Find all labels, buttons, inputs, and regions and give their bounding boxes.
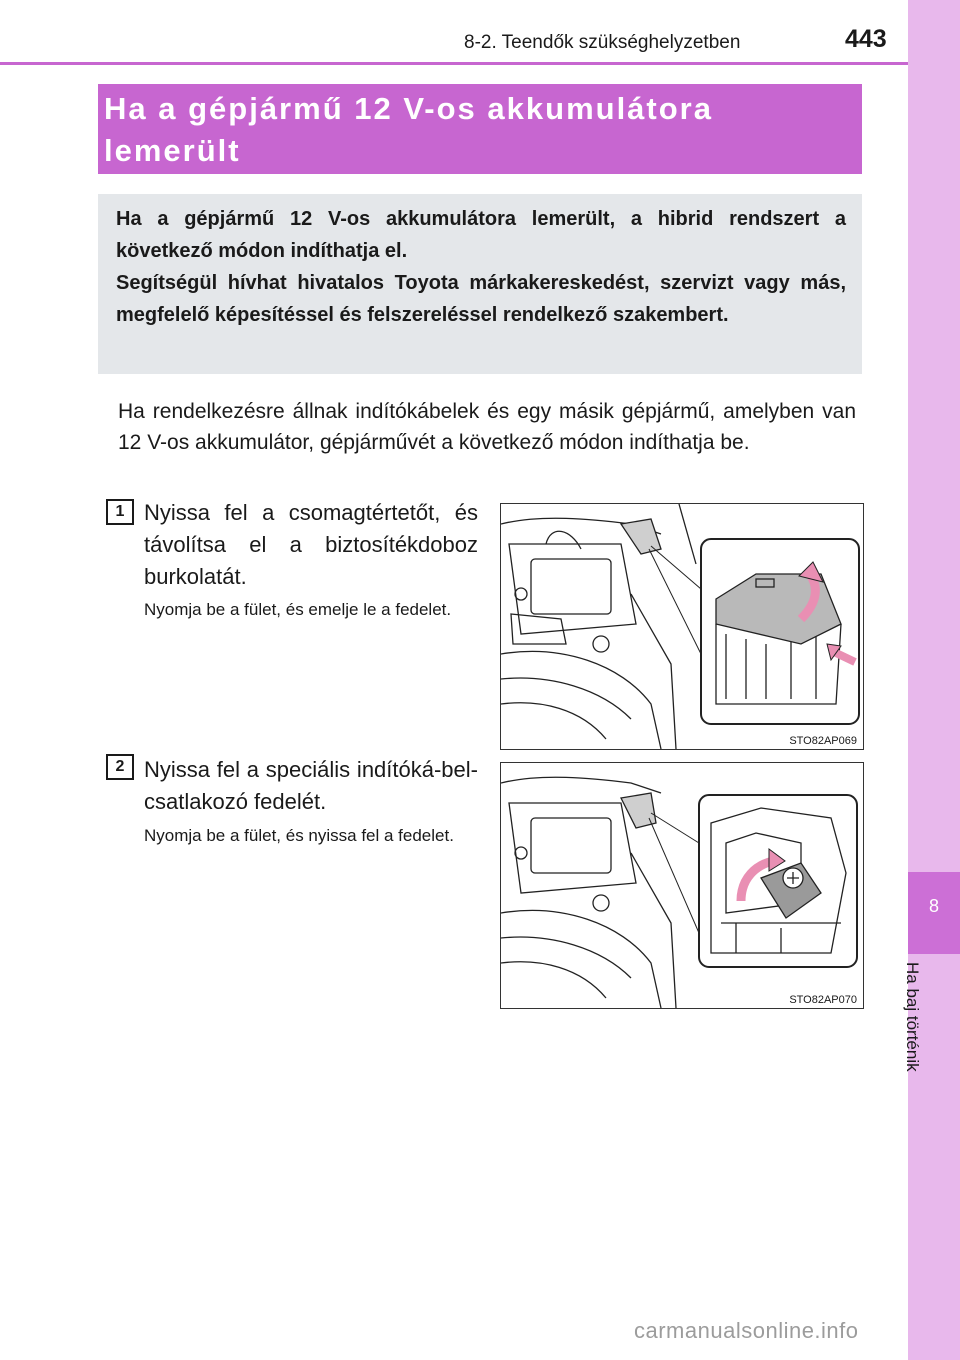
- intro-paragraph-1: Ha a gépjármű 12 V-os akkumulátora lemerült, a hibrid rendszert a következő módon indíthatja el.: [116, 208, 846, 262]
- chapter-number: 8: [928, 896, 939, 916]
- chapter-title: Ha baj történik: [903, 962, 922, 1072]
- intro-text: [116, 203, 846, 331]
- step-1-note: Nyomja be a fület, és emelje le a fedelet.: [144, 600, 452, 619]
- step-2-badge: 2: [106, 754, 134, 780]
- figure-1-code: STO82AP069: [789, 735, 857, 747]
- watermark: carmanualsonline.info: [634, 1318, 859, 1343]
- step-1-text: Nyissa fel a csomagtértetőt, és távolítsa el a biztosítékdoboz burkolatát.: [144, 500, 478, 589]
- step-1-badge: 1: [106, 499, 134, 525]
- figure-2-code: STO82AP070: [789, 994, 857, 1006]
- engine-bay-terminal-illustration: [501, 763, 863, 1008]
- chapter-title-vertical: [903, 962, 948, 1102]
- figure-fuse-box: [500, 503, 864, 750]
- section-header: 8-2. Teendők szükséghelyzetben: [464, 32, 741, 53]
- engine-bay-illustration: [501, 504, 863, 749]
- step-2-text: Nyissa fel a speciális indítóká-bel-csatlakozó fedelét.: [144, 757, 478, 814]
- page-number: 443: [845, 25, 887, 53]
- page-title: Ha a gépjármű 12 V-os akkumulátora lemerült: [104, 91, 713, 168]
- step-2-note: Nyomja be a fület, és nyissa fel a fedelet.: [144, 826, 454, 845]
- figure-jump-terminal: [500, 762, 864, 1009]
- intro-paragraph-2: Segítségül hívhat hivatalos Toyota márkakereskedést, szervizt vagy más, megfelelő képesítéssel és felszereléssel rendelkező szakembert.: [116, 272, 846, 326]
- lead-paragraph: Ha rendelkezésre állnak indítókábelek és egy másik gépjármű, amelyben van 12 V-os akkumulátor, gépjárművét a következő módon indíthatja be.: [118, 400, 856, 454]
- header-rule: [0, 62, 908, 65]
- chapter-side-strip: [908, 0, 960, 1360]
